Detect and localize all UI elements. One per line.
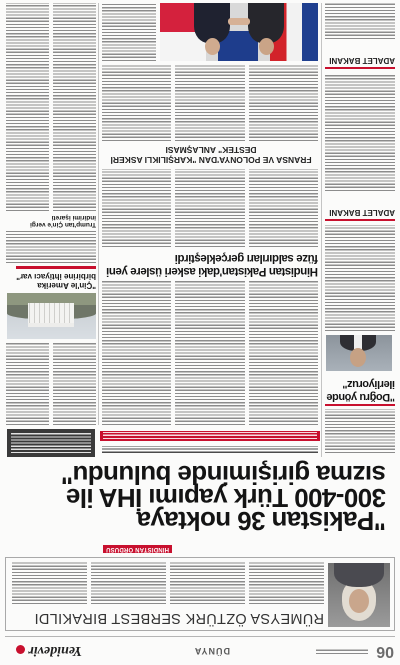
text-column <box>175 169 244 247</box>
info-box-text <box>11 433 91 453</box>
face <box>349 589 369 613</box>
justice-brief-label: ADALET BAKANI <box>329 56 395 65</box>
text-column <box>249 562 324 604</box>
lead-headline-line: "Pakistan 36 noktaya <box>137 506 386 536</box>
france-poland-headline: FRANSA VE POLONYA'DAN "KARŞILIKLI ASKERİ DESTEK" ANLAŞMASI <box>110 145 312 165</box>
handshake-photo <box>160 3 318 61</box>
text-column <box>325 409 395 453</box>
white-house-photo <box>7 293 96 339</box>
text-column <box>249 65 318 141</box>
text-column <box>249 281 318 425</box>
red-rule <box>325 405 395 407</box>
text-column <box>102 281 171 425</box>
top-story-headline: RÜMEYSA ÖZTÜRK SERBEST BIRAKILDI <box>34 610 324 626</box>
header-rule <box>5 636 395 637</box>
logo-mark-icon <box>16 646 25 655</box>
right-direction-headline: "Doğru yönde ilerliyoruz" <box>326 378 395 403</box>
top-story-box <box>5 557 395 631</box>
text-column <box>170 562 245 604</box>
person-right <box>194 3 230 43</box>
person-left <box>248 3 284 43</box>
date-line <box>316 649 368 654</box>
person-right-head <box>205 38 220 55</box>
text-column <box>325 3 395 39</box>
official-head <box>350 348 366 367</box>
text-column <box>102 65 171 141</box>
text-column <box>53 343 96 425</box>
building-roof <box>28 323 74 327</box>
text-column <box>91 562 166 604</box>
logo-text: Yenidevir <box>28 643 82 658</box>
top-story-photo <box>328 563 390 627</box>
lead-headline-line: 300-400 Türk yapımı İHA ile <box>66 483 386 513</box>
china-quote-headline: "Çin'le Amerika birbirine ihtiyacı var" <box>16 272 96 290</box>
coat <box>334 563 384 587</box>
text-column <box>6 231 96 263</box>
china-subhead: Trump'tan Çin'e vergi indirimi işareti <box>30 214 96 228</box>
text-column <box>175 65 244 141</box>
china-body <box>6 3 96 211</box>
justice-brief <box>325 56 395 69</box>
text-column <box>325 73 395 191</box>
text-column <box>102 3 156 61</box>
india-body <box>102 169 318 247</box>
text-column <box>175 281 244 425</box>
info-box <box>7 429 95 457</box>
text-column <box>12 562 87 604</box>
official-shirt <box>354 335 362 349</box>
person-left-head <box>259 38 274 55</box>
lead-headline-line: sızma girişiminde bulundu" <box>61 460 386 490</box>
lead-body <box>102 281 318 425</box>
text-column <box>6 343 49 425</box>
text-column <box>53 3 96 211</box>
handshake <box>228 18 250 25</box>
justice-brief-label: ADALET BAKANI <box>329 208 395 217</box>
logo <box>16 640 82 660</box>
text-column <box>102 169 171 247</box>
info-box-follow-text <box>6 343 96 425</box>
india-headline: Hindistan Pakistan'daki askeri üslere yeni füze saldırıları gerçekleştirdi <box>106 252 318 277</box>
justice-brief <box>325 208 395 221</box>
lead-red-strip-text <box>103 432 317 439</box>
building <box>28 303 74 323</box>
text-column <box>6 3 49 211</box>
column-rule <box>98 3 99 425</box>
page-number: 06 <box>376 643 394 660</box>
lead-red-strip <box>100 431 320 441</box>
lead-deck <box>102 446 318 453</box>
red-rule <box>16 267 96 270</box>
text-column <box>249 169 318 247</box>
lead-headline <box>61 460 386 536</box>
france-poland-body <box>102 65 318 141</box>
section-label: DÜNYA <box>193 646 230 656</box>
lead-kicker: HİNDİSTAN ORDUSU <box>103 545 172 553</box>
top-story-body <box>12 562 324 604</box>
text-column <box>325 225 395 331</box>
official-photo <box>326 335 392 371</box>
